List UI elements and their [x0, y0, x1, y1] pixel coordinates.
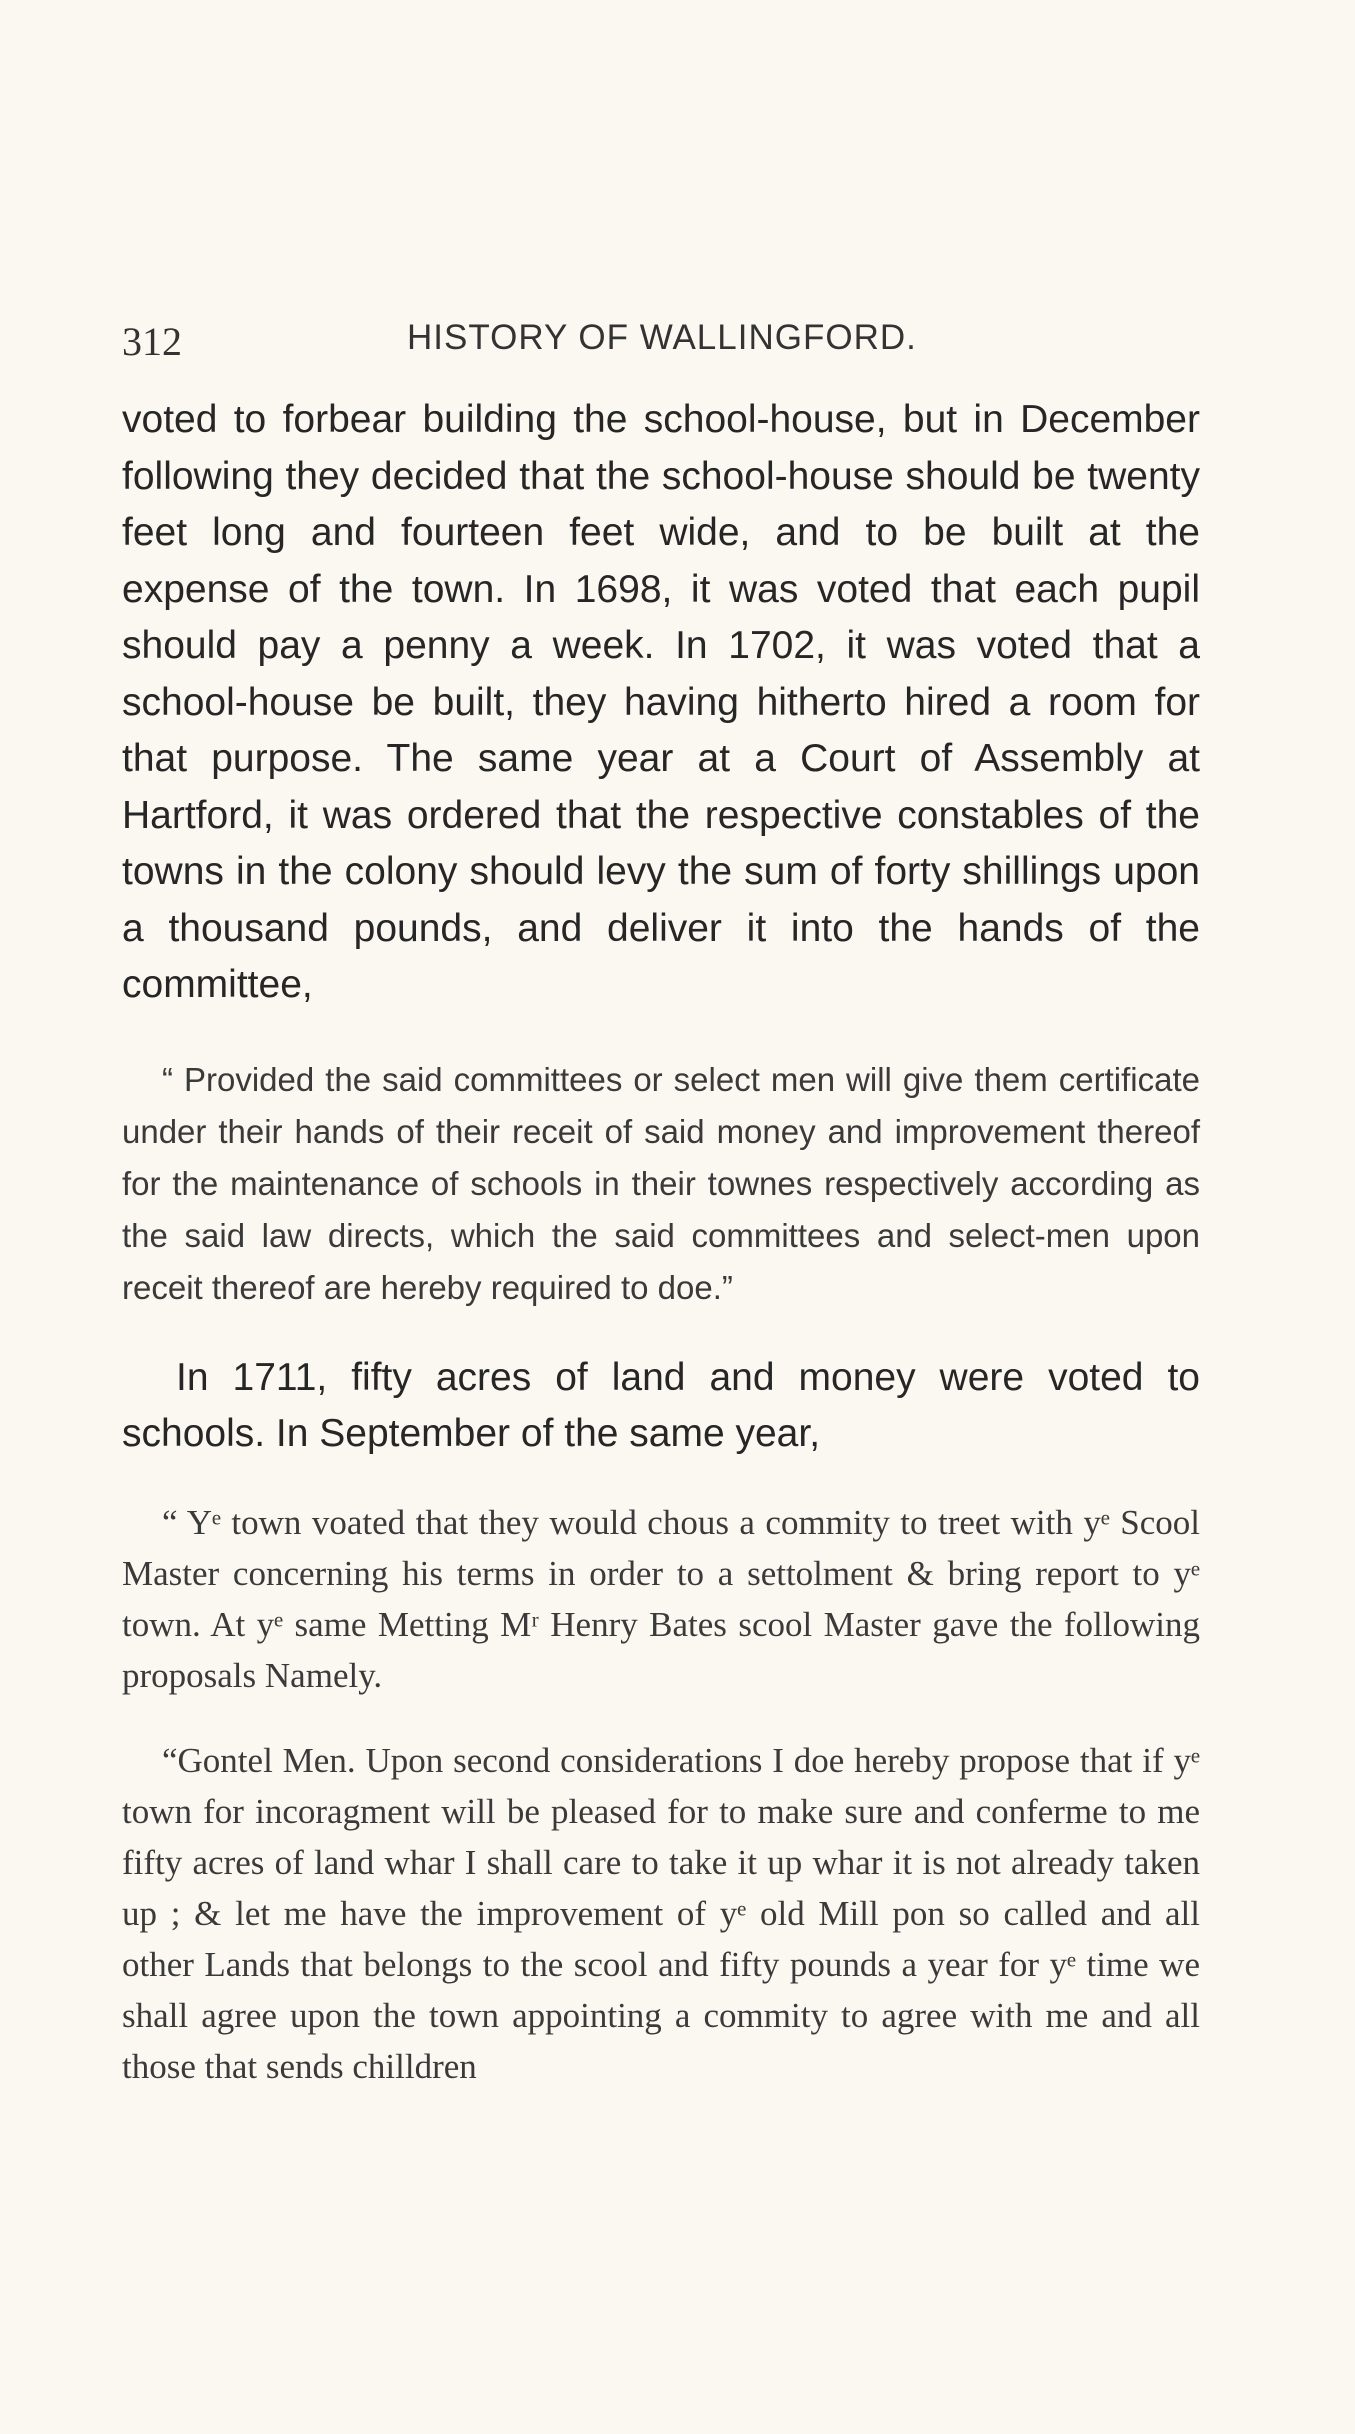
book-page — [122, 310, 1200, 2092]
body-paragraph-school-house: voted to forbear building the school-house, but in December following they decided that the school-house should be twenty feet long and fourteen feet wide, and to be built at the expense of the town. In 1698, it was voted that each pupil should pay a penny a week. In 1702, it was voted that a school-house be built, they having hitherto hired a room for that purpose. The same year at a Court of Assembly at Hartford, it was ordered that the respective constables of the towns in the colony should levy the sum of forty shillings upon a thousand pounds, and deliver it into the hands of the committee, — [122, 398, 1200, 1006]
running-title: HISTORY OF WALLINGFORD. — [407, 318, 917, 357]
quote-bates-proposal: “Gontel Men. Upon second considerations I doe hereby propose that if yᵉ town for incoragment will be pleased for to make sure and conferme to me fifty acres of land whar I shall care to take it up whar it is not already taken up ; & let me have the improvement of yᵉ old Mill pon so called and all other Lands that belongs to the scool and fifty pounds a year for yᵉ time we shall agree upon the town appointing a commity to agree with me and all those that sends chilldren — [122, 1740, 1200, 2086]
body-paragraph-1711: In 1711, fifty acres of land and money were voted to schools. In September of the same year, — [122, 1355, 1200, 1455]
running-head — [122, 310, 1200, 370]
page-number: 312 — [122, 319, 182, 364]
quote-assembly-order: “ Provided the said committees or select men will give them certificate under their hands of their receit of said money and improvement thereof for the maintenance of schools in their townes respectively according as the said law directs, which the said committees and select-men upon receit thereof are hereby required to doe.” — [122, 1060, 1200, 1306]
quote-town-vote: “ Yᵉ town voated that they would chous a commity to treet with yᵉ Scool Master concerning his terms in order to a settolment & bring report to yᵉ town. At yᵉ same Metting Mʳ Henry Bates scool Master gave the following proposals Namely. — [122, 1502, 1200, 1695]
